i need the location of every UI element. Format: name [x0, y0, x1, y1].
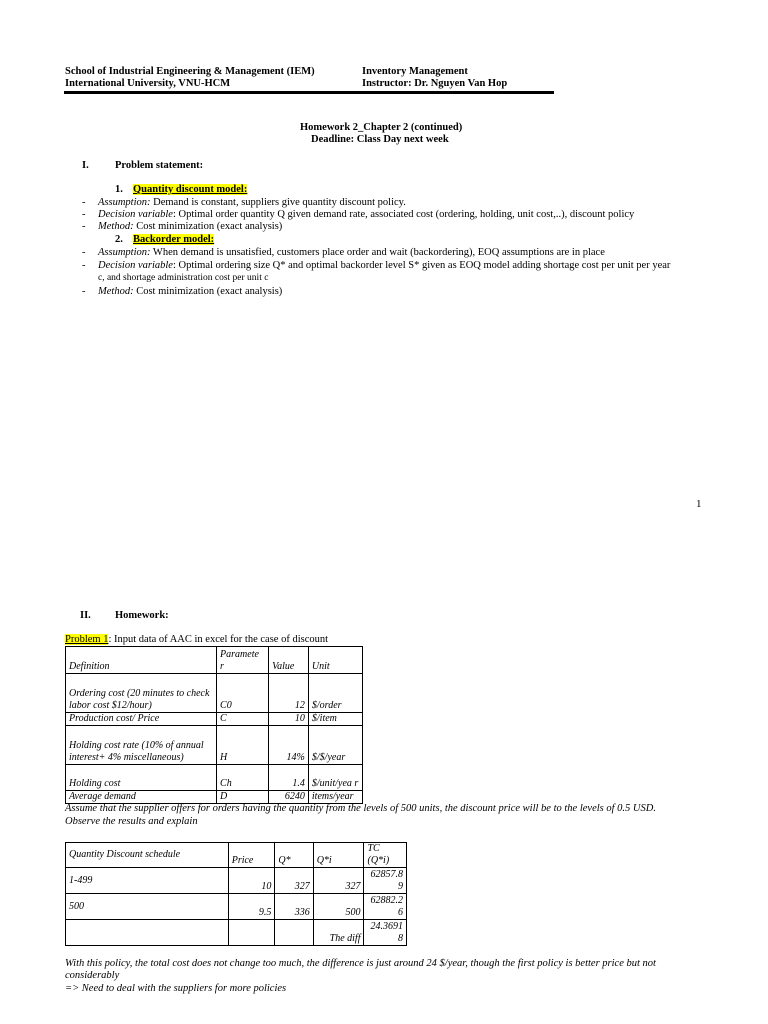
- cell-unit: $/$/year: [308, 726, 362, 765]
- table-header-row: [66, 843, 407, 868]
- cell-parameter: C0: [217, 674, 269, 713]
- table-row: [66, 674, 363, 713]
- conclusion-line-2: considerably: [65, 970, 120, 981]
- deadline: Deadline: Class Day next week: [311, 134, 449, 145]
- cell-qstar: 336: [275, 894, 313, 920]
- cell-definition: Ordering cost (20 minutes to check labor cost $12/hour): [66, 674, 217, 713]
- cell-definition: Average demand: [66, 791, 217, 804]
- course-name: Inventory Management: [362, 66, 468, 77]
- header-rule: [64, 91, 554, 94]
- bullet-dash: -: [82, 260, 86, 271]
- table-row: [66, 726, 363, 765]
- cell-unit: $/item: [308, 713, 362, 726]
- discount-table: [65, 842, 407, 946]
- cell-schedule: 500: [66, 894, 229, 920]
- cell-value: 1.4: [269, 765, 309, 791]
- cell-definition: Holding cost: [66, 765, 217, 791]
- col-qstar-header: Q*: [275, 843, 313, 868]
- cell-tc: 62857.8 9: [364, 868, 407, 894]
- page-number: 1: [696, 498, 702, 510]
- col-value-header: Value: [269, 647, 309, 674]
- model2-method: Method: Cost minimization (exact analysis): [98, 286, 283, 297]
- cell-value: 14%: [269, 726, 309, 765]
- bullet-dash: -: [82, 286, 86, 297]
- observe-text: Observe the results and explain: [65, 816, 198, 827]
- cell-price: 9.5: [228, 894, 275, 920]
- cell-diff-label: The diff: [313, 920, 364, 946]
- table-header-row: [66, 647, 363, 674]
- instructor-name: Instructor: Dr. Nguyen Van Hop: [362, 78, 508, 89]
- cell-tc: 62882.2 6: [364, 894, 407, 920]
- col-parameter-header: Paramete r: [217, 647, 269, 674]
- cell-parameter: H: [217, 726, 269, 765]
- problem1-statement: Problem 1: Input data of AAC in excel for the case of discount: [65, 634, 329, 645]
- cell-value: 12: [269, 674, 309, 713]
- cell-parameter: D: [217, 791, 269, 804]
- col-tc-header: TC (Q*i): [364, 843, 407, 868]
- table-row: [66, 791, 363, 804]
- bullet-dash: -: [82, 247, 86, 258]
- conclusion-line-1: With this policy, the total cost does not change too much, the difference is just around 24 $/year, though the first policy is better price but not: [65, 958, 656, 969]
- cell-price: [228, 920, 275, 946]
- table-row: [66, 713, 363, 726]
- cell-definition: Production cost/ Price: [66, 713, 217, 726]
- section1-heading: Problem statement:: [115, 160, 204, 171]
- cell-schedule: 1-499: [66, 868, 229, 894]
- cell-value: 6240: [269, 791, 309, 804]
- cell-unit: $/unit/yea r: [308, 765, 362, 791]
- bullet-dash: -: [82, 197, 86, 208]
- assumption-text: Assume that the supplier offers for orders having the quantity from the levels of 500 units, the discount price will be to the levels of 0.5 USD.: [65, 803, 656, 814]
- cell-definition: Holding cost rate (10% of annual interest+ 4% miscellaneous): [66, 726, 217, 765]
- cell-diff-value: 24.3691 8: [364, 920, 407, 946]
- table-row: [66, 765, 363, 791]
- model2-decision-variable-cont: c, and shortage administration cost per unit c: [98, 273, 269, 283]
- col-price-header: Price: [228, 843, 275, 868]
- university-name: International University, VNU-HCM: [65, 78, 231, 89]
- bullet-dash: -: [82, 209, 86, 220]
- table-row: [66, 894, 407, 920]
- col-qstari-header: Q*i: [313, 843, 364, 868]
- model2-title: Backorder model:: [133, 234, 215, 245]
- model1-title: Quantity discount model:: [133, 184, 248, 195]
- model1-number: 1.: [115, 184, 123, 195]
- conclusion-line-3: => Need to deal with the suppliers for more policies: [65, 983, 287, 994]
- model1-assumption: Assumption: Demand is constant, suppliers give quantity discount policy.: [98, 197, 406, 208]
- col-schedule-header: Quantity Discount schedule: [66, 843, 229, 868]
- cell-qstari: 500: [313, 894, 364, 920]
- cell-qstari: 327: [313, 868, 364, 894]
- table-row: [66, 868, 407, 894]
- model2-decision-variable: Decision variable: Optimal ordering size Q* and optimal backorder level S* given as EOQ model adding shortage cost per unit per year: [98, 260, 671, 271]
- cell-qstar: [275, 920, 313, 946]
- cell-unit: items/year: [308, 791, 362, 804]
- school-name: School of Industrial Engineering & Management (IEM): [65, 66, 315, 77]
- section1-number: I.: [82, 160, 89, 171]
- model2-number: 2.: [115, 234, 123, 245]
- cell-qstar: 327: [275, 868, 313, 894]
- homework-title: Homework 2_Chapter 2 (continued): [300, 122, 463, 133]
- model1-method: Method: Cost minimization (exact analysis): [98, 221, 283, 232]
- parameter-table: [65, 646, 363, 804]
- model2-assumption: Assumption: When demand is unsatisfied, customers place order and wait (backordering), EOQ assumptions are in place: [98, 247, 605, 258]
- cell-parameter: Ch: [217, 765, 269, 791]
- cell-price: 10: [228, 868, 275, 894]
- col-unit-header: Unit: [308, 647, 362, 674]
- model1-decision-variable: Decision variable: Optimal order quantity Q given demand rate, associated cost (ordering, holding, unit cost,..), discount policy: [98, 209, 635, 220]
- cell-unit: $/order: [308, 674, 362, 713]
- cell-schedule: [66, 920, 229, 946]
- col-definition-header: Definition: [66, 647, 217, 674]
- bullet-dash: -: [82, 221, 86, 232]
- cell-parameter: C: [217, 713, 269, 726]
- table-row: [66, 920, 407, 946]
- section2-number: II.: [80, 610, 91, 621]
- section2-heading: Homework:: [115, 610, 169, 621]
- cell-value: 10: [269, 713, 309, 726]
